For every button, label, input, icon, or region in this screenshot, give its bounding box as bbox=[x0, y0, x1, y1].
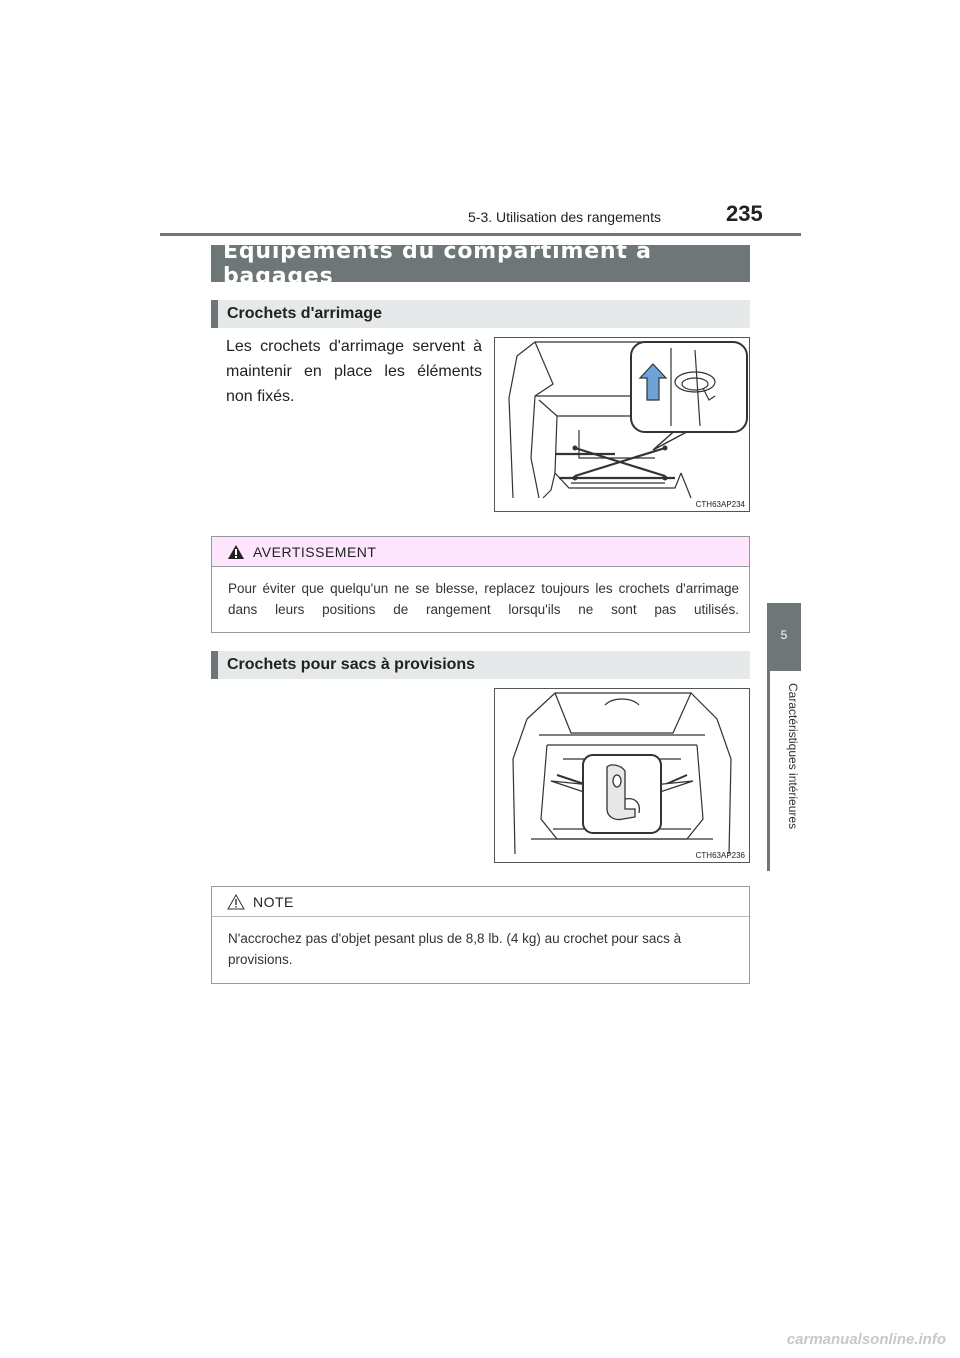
chapter-tab-label: Caractéristiques intérieures bbox=[786, 683, 800, 830]
warning-text: Pour éviter que quelqu'un ne se blesse, replacez toujours les crochets d'arrimage dans leurs positions de rangement lorsqu'ils ne sont pas utilisés. bbox=[228, 581, 739, 617]
chapter-tab-number: 5 bbox=[780, 628, 788, 642]
subsection-title-bar bbox=[211, 300, 750, 328]
watermark-text: carmanualsonline.info bbox=[786, 1331, 946, 1348]
warning-header bbox=[212, 537, 749, 567]
caution-icon bbox=[227, 894, 245, 910]
tie-down-hooks-figure bbox=[494, 337, 750, 512]
warning-icon bbox=[227, 544, 245, 560]
trunk-bag-hook-illustration bbox=[495, 689, 749, 862]
note-text: N'accrochez pas d'objet pesant plus de 8,8 lb. (4 kg) au crochet pour sacs à provisions. bbox=[228, 931, 682, 967]
subsection-title-bar bbox=[211, 651, 750, 679]
subsection-title-grocery-bag-hooks: Crochets pour sacs à provisions bbox=[227, 656, 476, 673]
note-box bbox=[211, 886, 750, 984]
subsection-title-tie-down-hooks: Crochets d'arrimage bbox=[227, 305, 382, 322]
grocery-bag-hook-figure bbox=[494, 688, 750, 863]
warning-box bbox=[211, 536, 750, 633]
note-header bbox=[212, 887, 749, 917]
main-title-bar bbox=[211, 238, 750, 289]
note-title: NOTE bbox=[253, 893, 294, 910]
tie-down-description: Les crochets d'arrimage servent à maintenir en place les éléments non fixés. bbox=[226, 338, 482, 405]
figure-code: CTH63AP234 bbox=[695, 500, 745, 509]
page-number: 235 bbox=[726, 201, 763, 226]
main-title: Équipements du compartiment à bagages bbox=[223, 238, 652, 289]
figure-code: CTH63AP236 bbox=[695, 851, 745, 860]
section-header: 5-3. Utilisation des rangements bbox=[468, 209, 661, 225]
warning-title: AVERTISSEMENT bbox=[253, 543, 377, 560]
chapter-tab-line bbox=[767, 671, 770, 871]
header-rule bbox=[160, 233, 801, 236]
trunk-tie-down-illustration bbox=[495, 338, 749, 511]
